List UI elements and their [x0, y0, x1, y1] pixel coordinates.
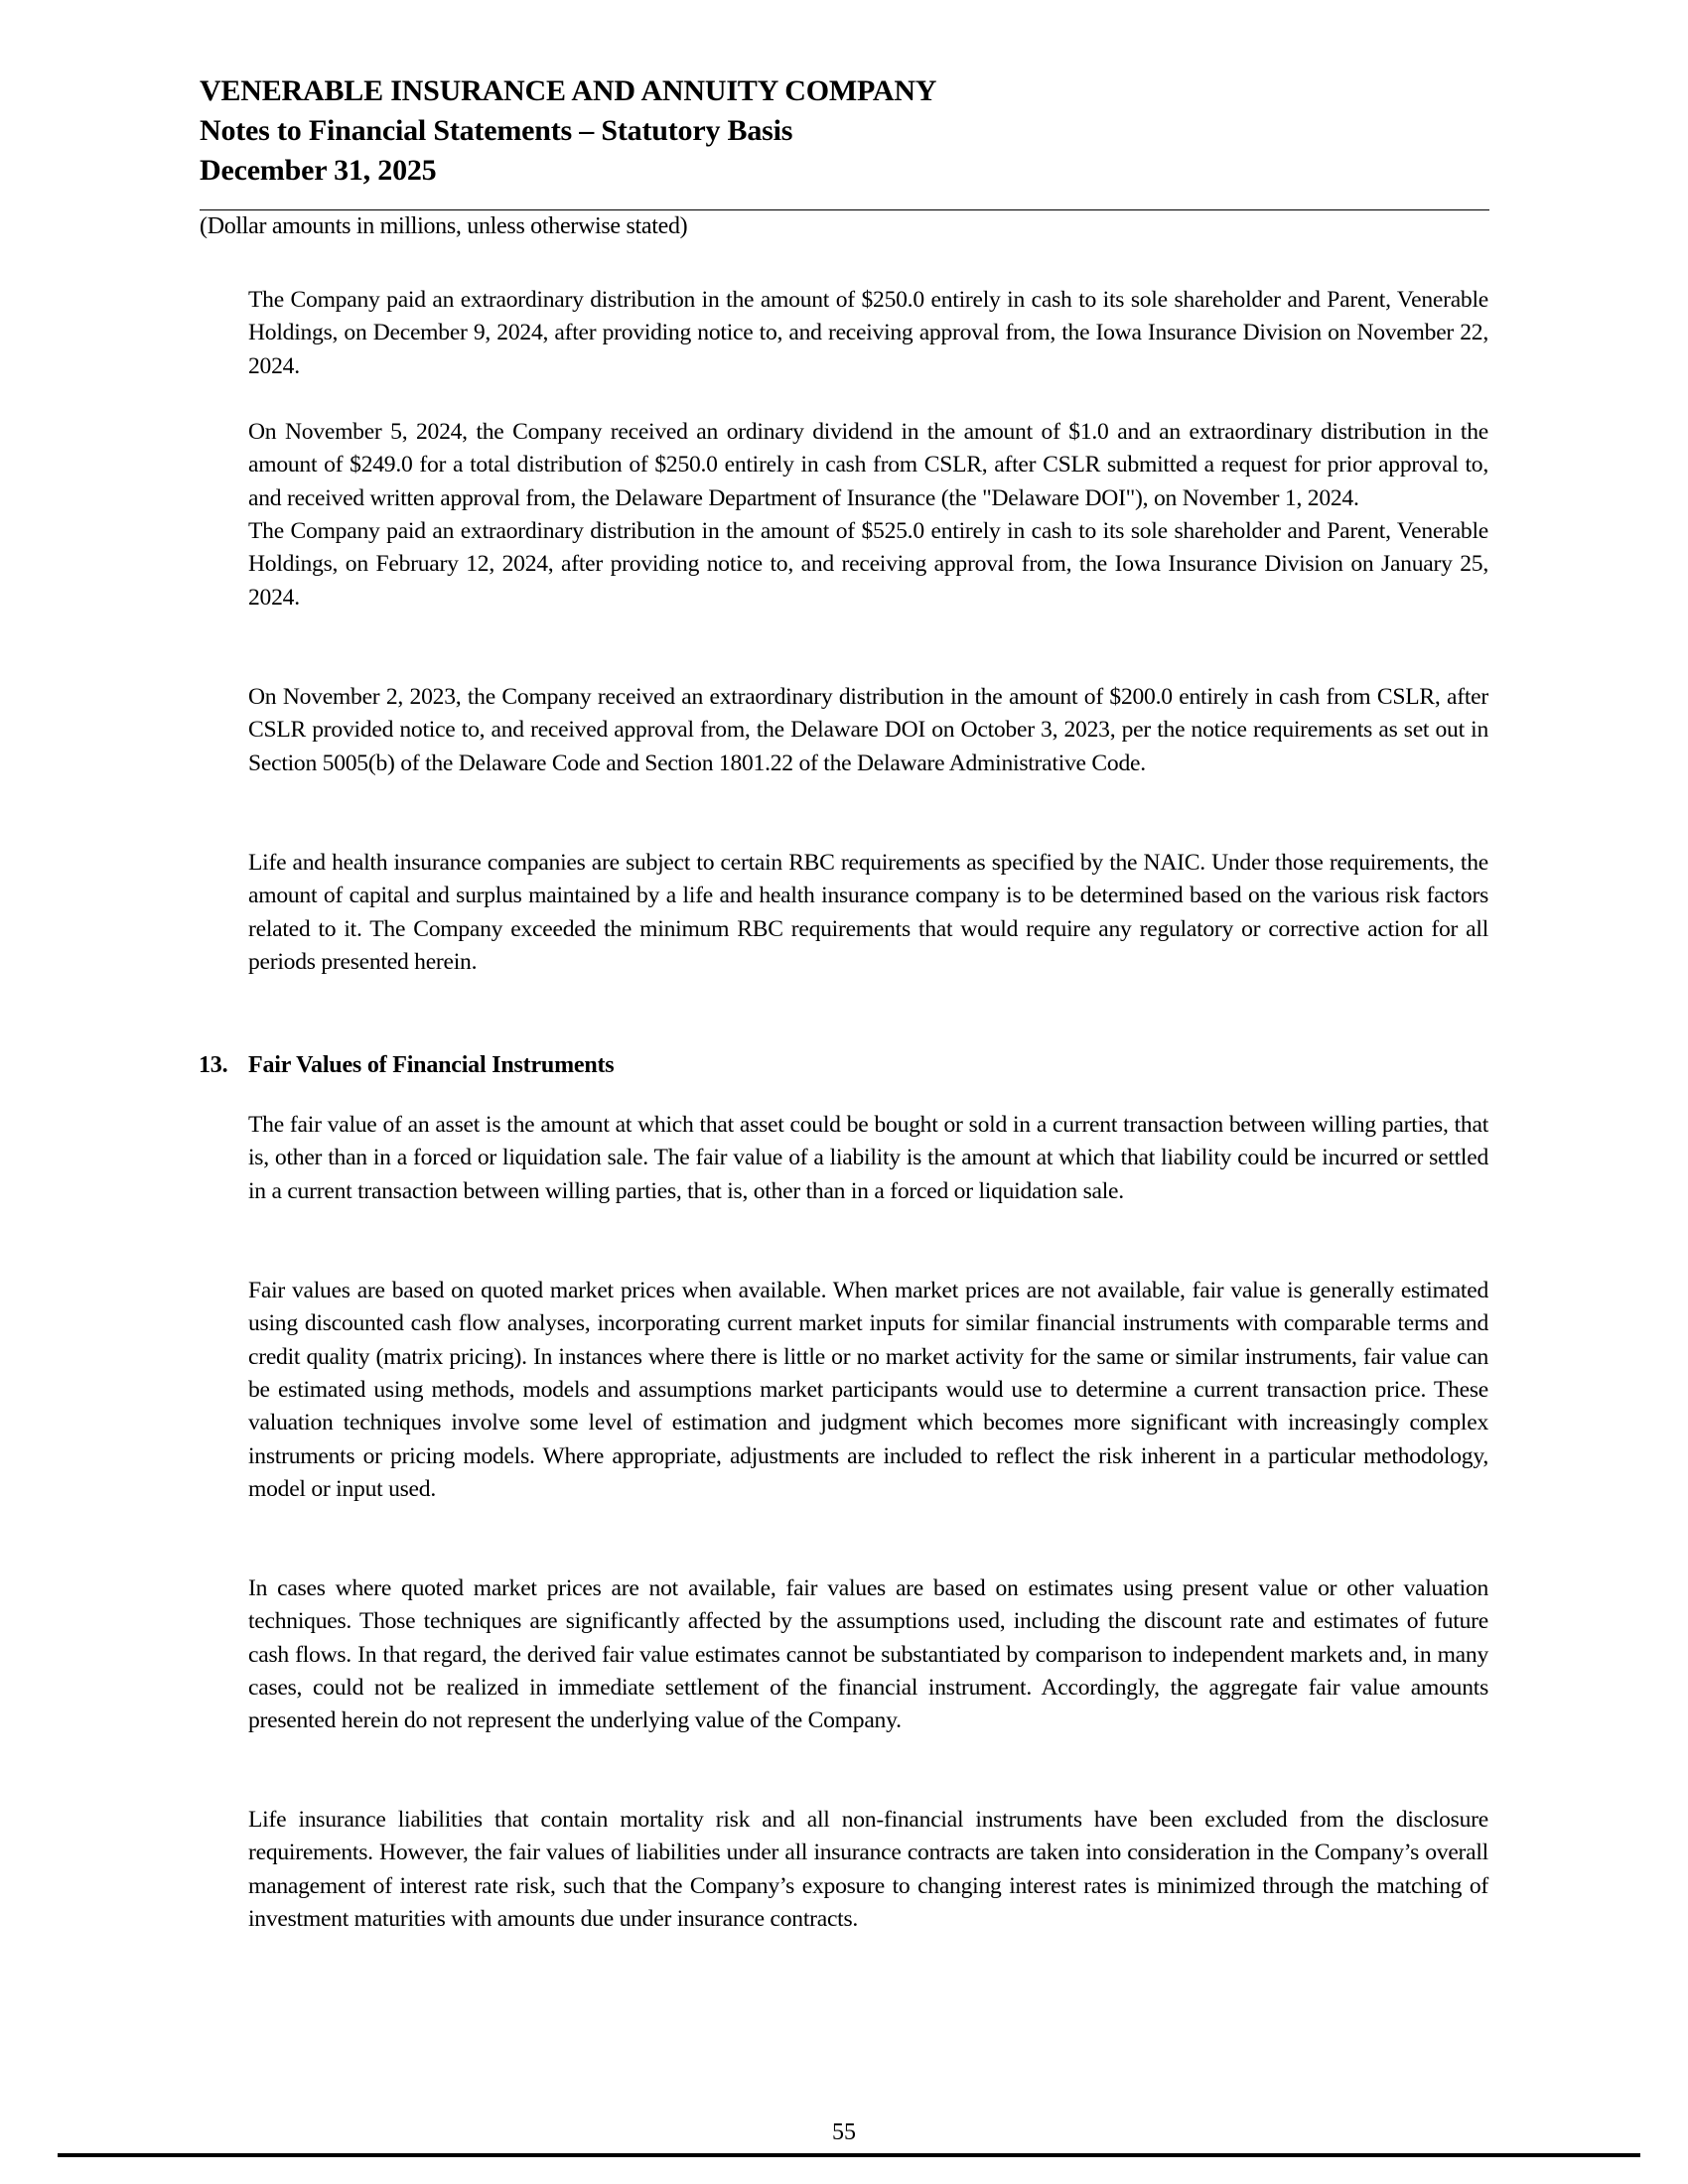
- company-name: VENERABLE INSURANCE AND ANNUITY COMPANY: [200, 74, 937, 107]
- section-title: Fair Values of Financial Instruments: [248, 1052, 615, 1078]
- units-note: (Dollar amounts in millions, unless otherwise stated): [200, 213, 688, 239]
- paragraph-distribution-dec-2024: [248, 284, 1488, 383]
- paragraph-exclusions: [248, 1804, 1488, 1936]
- paragraph-text: Life insurance liabilities that contain mortality risk and all non-financial instruments have been excluded from the disclosure requirements. However, the fair values of liabilities under all insurance contracts are taken into consideration in the Company’s overall management of interest rate risk, such that the Company’s exposure to changing interest rates is minimized through the matching of investment maturities with amounts due under insurance contracts.: [248, 1807, 1488, 1933]
- section-number: 13.: [199, 1052, 228, 1078]
- paragraph-text: The Company paid an extraordinary distribution in the amount of $250.0 entirely in cash to its sole shareholder and Parent, Venerable Holdings, on December 9, 2024, after providing notice to, and receiving approval from, the Iowa Insurance Division on November 22, 2024.: [248, 287, 1488, 379]
- paragraph-text: On November 2, 2023, the Company received an extraordinary distribution in the amount of $200.0 entirely in cash from CSLR, after CSLR provided notice to, and received approval from, the Delaware DOI on October 3, 2023, per the notice requirements as set out in Section 5005(b) of the Delaware Code and Section 1801.22 of the Delaware Administrative Code.: [248, 684, 1488, 776]
- header-divider: [200, 209, 1489, 210]
- paragraph-rbc-requirements: [248, 847, 1488, 979]
- statement-date: December 31, 2025: [200, 154, 437, 187]
- paragraph-fair-value-methods: [248, 1275, 1488, 1506]
- paragraph-text: The fair value of an asset is the amount at which that asset could be bought or sold in a current transaction between willing parties, that is, other than in a forced or liquidation sale. The fair value of a liability is the amount at which that liability could be incurred or settled in a current transaction between willing parties, that is, other than in a forced or liquidation sale.: [248, 1112, 1488, 1204]
- footer-divider: [58, 2153, 1640, 2157]
- paragraph-text: On November 5, 2024, the Company received an ordinary dividend in the amount of $1.0 and an extraordinary distribution in the amount of $249.0 for a total distribution of $250.0 entirely in cash from CSLR, after CSLR submitted a request for prior approval to, and received written approval from, the Delaware Department of Insurance (the "Delaware DOI"), on November 1, 2024.: [248, 419, 1488, 511]
- paragraph-text: Fair values are based on quoted market prices when available. When market prices are not available, fair value is generally estimated using discounted cash flow analyses, incorporating current market inputs for similar financial instruments with comparable terms and credit quality (matrix pricing). In instances where there is little or no market activity for the same or similar instruments, fair value can be estimated using methods, models and assumptions market participants would use to determine a current transaction price. These valuation techniques involve some level of estimation and judgment which becomes more significant with increasingly complex instruments or pricing models. Where appropriate, adjustments are included to reflect the risk inherent in a particular methodology, model or input used.: [248, 1278, 1488, 1503]
- paragraph-fair-value-definition: [248, 1109, 1488, 1208]
- page-number: 55: [832, 2119, 856, 2145]
- page-header: [200, 71, 1490, 191]
- paragraph-dividend-nov-2024: [248, 416, 1488, 614]
- paragraph-valuation-techniques: [248, 1572, 1488, 1738]
- document-title: Notes to Financial Statements – Statutory Basis: [200, 114, 793, 147]
- paragraph-text: In cases where quoted market prices are not available, fair values are based on estimates using present value or other valuation techniques. Those techniques are significantly affected by the assumptions used, including the discount rate and estimates of future cash flows. In that regard, the derived fair value estimates cannot be substantiated by comparison to independent markets and, in many cases, could not be realized in immediate settlement of the financial instrument. Accordingly, the aggregate fair value amounts presented herein do not represent the underlying value of the Company.: [248, 1575, 1488, 1734]
- paragraph-text: Life and health insurance companies are subject to certain RBC requirements as specified by the NAIC. Under those requirements, the amount of capital and surplus maintained by a life and health insurance company is to be determined based on the various risk factors related to it. The Company exceeded the minimum RBC requirements that would require any regulatory or corrective action for all periods presented herein.: [248, 850, 1488, 976]
- paragraph-distribution-nov-2023: [248, 681, 1488, 780]
- paragraph-text: The Company paid an extraordinary distribution in the amount of $525.0 entirely in cash to its sole shareholder and Parent, Venerable Holdings, on February 12, 2024, after providing notice to, and receiving approval from, the Iowa Insurance Division on January 25, 2024.: [248, 518, 1488, 611]
- section-heading: [199, 1049, 614, 1081]
